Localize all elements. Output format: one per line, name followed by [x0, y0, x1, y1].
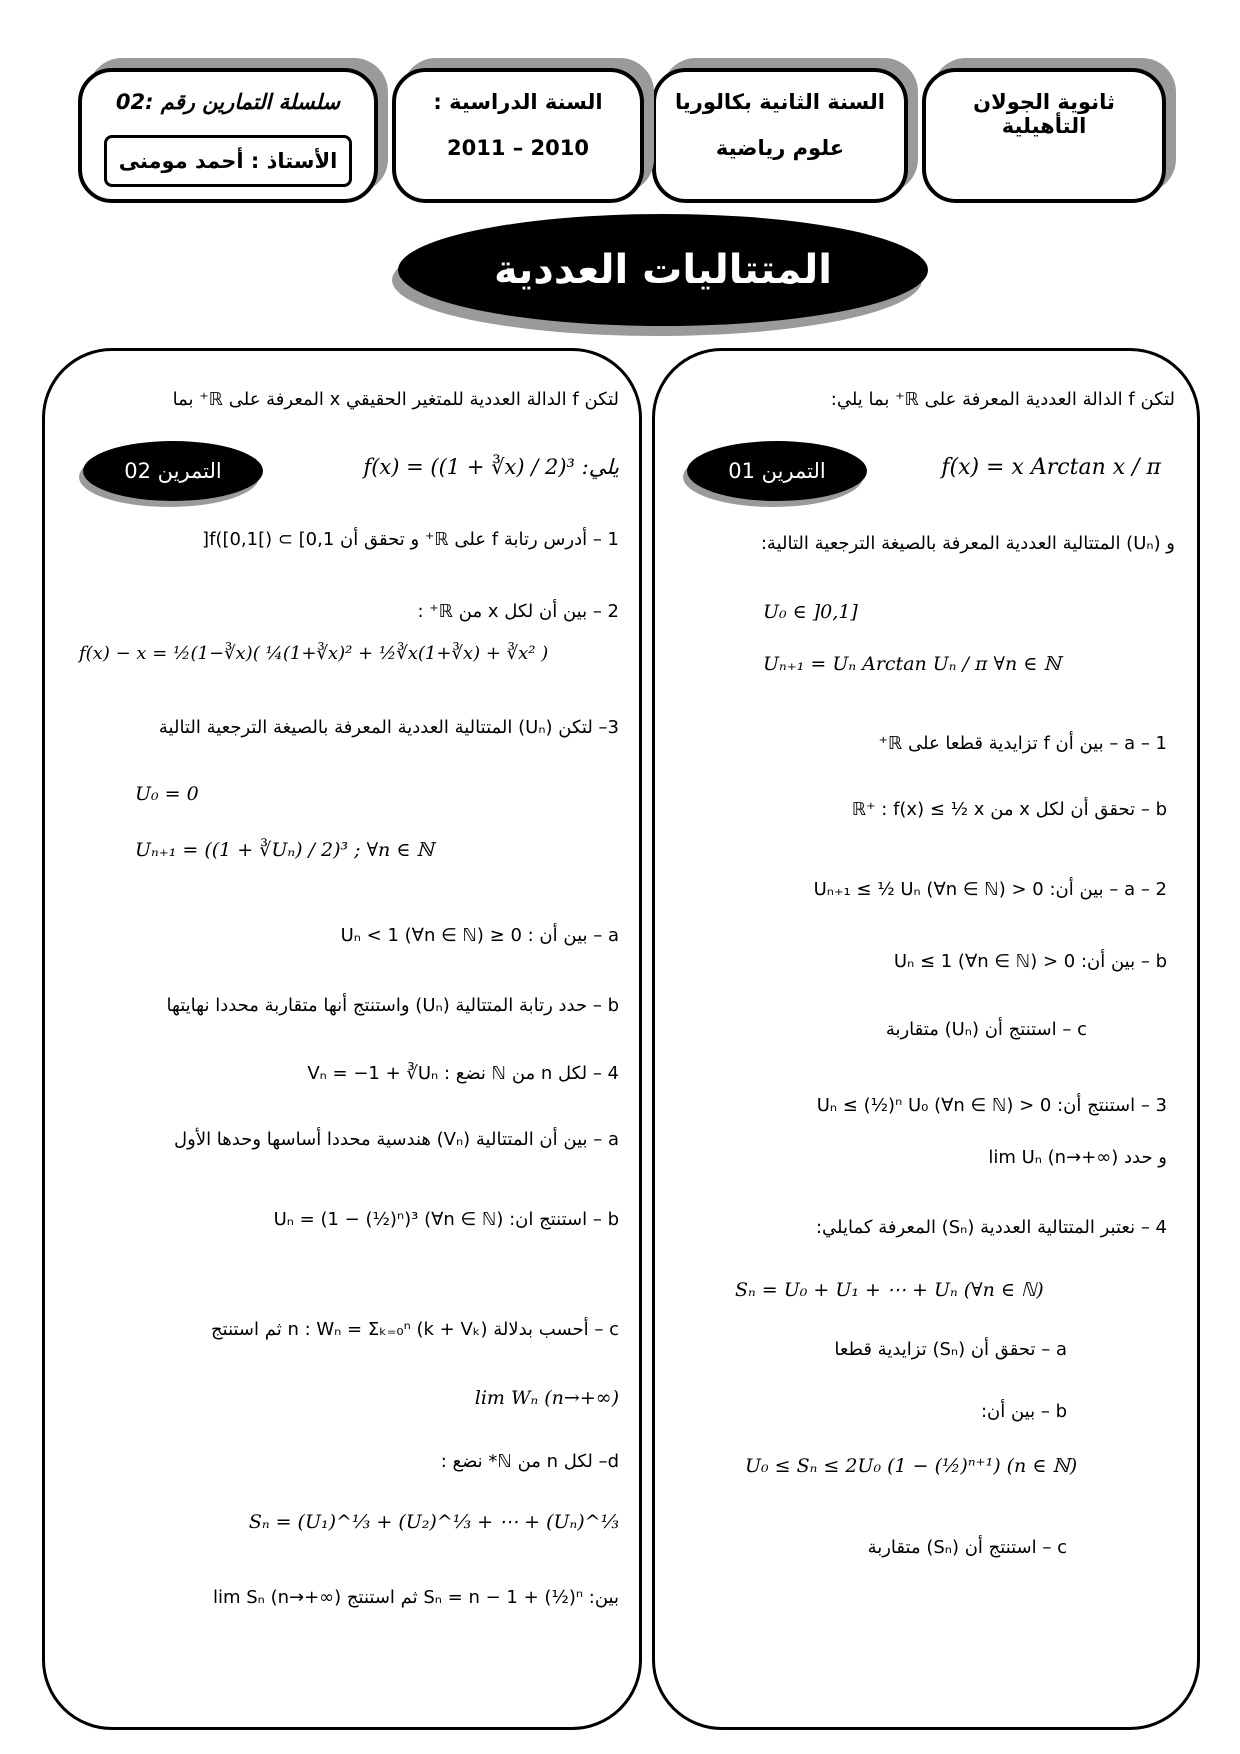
ex2-system-1: U₀ = 0 — [135, 783, 199, 805]
ex2-q4c-limit: lim Wₙ (n→+∞) — [474, 1387, 619, 1409]
ex1-q4c: c – استنتج أن (Sₙ) متقاربة — [867, 1537, 1067, 1558]
level-name: السنة الثانية بكالوريا — [674, 90, 885, 114]
ex2-q4d-formula: Sₙ = (U₁)^⅓ + (U₂)^⅓ + ⋯ + (Uₙ)^⅓ — [248, 1511, 619, 1533]
ex2-q2-formula: f(x) − x = ½(1−∛x)( ¼(1+∛x)² + ½∛x(1+∛x) + ∛x² ) — [79, 643, 549, 664]
ex2-q3: 3– لتكن (Uₙ) المتتالية العددية المعرفة بالصيغة الترجعية التالية — [158, 717, 619, 738]
school-box — [922, 68, 1166, 203]
year-label: السنة الدراسية : — [433, 90, 603, 114]
ex1-q4a: a – تحقق أن (Sₙ) تزايدية قطعا — [834, 1339, 1067, 1360]
ex1-q2a: 2 – a – بين أن: 0 < Uₙ₊₁ ≤ ½ Uₙ (∀n ∈ ℕ) — [813, 879, 1167, 900]
exercise-2-panel — [42, 348, 642, 1730]
teacher-name: الأستاذ : أحمد مومنى — [104, 135, 352, 187]
year-value: 2011 – 2010 — [446, 136, 590, 160]
ex2-q3b: b – حدد رتابة المتتالية (Uₙ) واستنتج أنها متقاربة محددا نهايتها — [166, 995, 619, 1016]
level-branch: علوم رياضية — [715, 136, 845, 160]
ex1-q1b: b – تحقق أن لكل x من ℝ⁺ : f(x) ≤ ½ x — [851, 799, 1167, 820]
ex1-q3b: و حدد lim Uₙ (n→+∞) — [988, 1147, 1167, 1168]
level-box — [652, 68, 908, 203]
ex2-system-2: Uₙ₊₁ = ((1 + ∛Uₙ) / 2)³ ; ∀n ∈ ℕ — [135, 839, 434, 861]
ex1-q4b: b – بين أن: — [980, 1401, 1067, 1422]
series-box — [78, 68, 378, 203]
series-title: سلسلة التمارين رقم :02 — [115, 90, 341, 114]
ex2-q4a: a – بين أن المتتالية (Vₙ) هندسية محددا أساسها وحدها الأول — [174, 1129, 619, 1150]
ex1-q2b: b – بين أن: 0 < Uₙ ≤ 1 (∀n ∈ ℕ) — [893, 951, 1167, 972]
exercise-1-panel — [652, 348, 1200, 1730]
ex1-intro: لتكن f الدالة العددية المعرفة على ℝ⁺ بما يلي: — [830, 389, 1175, 410]
school-type: التأهيلية — [1001, 114, 1087, 138]
ex1-badge: التمرين 01 — [687, 441, 867, 501]
ex2-q4b: b – استنتج ان: Uₙ = (1 − (½)ⁿ)³ (∀n ∈ ℕ) — [273, 1209, 619, 1230]
school-name: ثانوية الجولان — [973, 90, 1115, 114]
year-box — [392, 68, 644, 203]
ex2-q1: 1 – أدرس رتابة f على ℝ⁺ و تحقق أن f([0,1[) ⊂ [0,1[ — [202, 529, 619, 550]
ex1-function: f(x) = x Arctan x / π — [941, 455, 1161, 480]
ex1-system-2: Uₙ₊₁ = Uₙ Arctan Uₙ / π ∀n ∈ ℕ — [763, 653, 1061, 675]
ex1-q3: 3 – استنتج أن: 0 < Uₙ ≤ (½)ⁿ U₀ (∀n ∈ ℕ) — [816, 1095, 1167, 1116]
ex1-q4b-formula: U₀ ≤ Sₙ ≤ 2U₀ (1 − (½)ⁿ⁺¹) (n ∈ ℕ) — [745, 1455, 1078, 1477]
ex2-q4c: c – أحسب بدلالة n : Wₙ = Σₖ₌₀ⁿ (k + Vₖ) ثم استنتج — [211, 1319, 619, 1340]
ex1-q2c: c – استنتج أن (Uₙ) متقاربة — [885, 1019, 1087, 1040]
ex2-q2: 2 – بين أن لكل x من ℝ⁺ : — [417, 601, 619, 622]
ex2-badge: التمرين 02 — [83, 441, 263, 501]
ex2-q4d: d– لكل n من ℕ* نضع : — [440, 1451, 619, 1472]
ex2-q4: 4 – لكل n من ℕ نضع : Vₙ = −1 + ∛Uₙ — [307, 1063, 619, 1084]
ex2-function: يلي: f(x) = ((1 + ∛x) / 2)³ — [363, 455, 619, 479]
main-title: المتتاليات العددية — [398, 214, 928, 326]
ex1-q1a: 1 – a – بين أن f تزايدية قطعا على ℝ⁺ — [878, 733, 1167, 754]
ex1-system-1: U₀ ∈ ]0,1] — [763, 601, 858, 623]
ex2-q3a: a – بين أن : 0 ≤ Uₙ < 1 (∀n ∈ ℕ) — [340, 925, 619, 946]
ex1-q4-formula: Sₙ = U₀ + U₁ + ⋯ + Uₙ (∀n ∈ ℕ) — [735, 1279, 1044, 1301]
ex2-q4d2: بين: Sₙ = n − 1 + (½)ⁿ ثم استنتج lim Sₙ (n→+∞) — [213, 1587, 619, 1608]
ex1-seq-intro: و (Uₙ) المتتالية العددية المعرفة بالصيغة الترجعية التالية: — [760, 533, 1175, 554]
ex1-q4: 4 – نعتبر المتتالية العددية (Sₙ) المعرفة كمايلي: — [815, 1217, 1167, 1238]
ex2-intro: لتكن f الدالة العددية للمتغير الحقيقي x المعرفة على ℝ⁺ بما — [172, 389, 619, 410]
